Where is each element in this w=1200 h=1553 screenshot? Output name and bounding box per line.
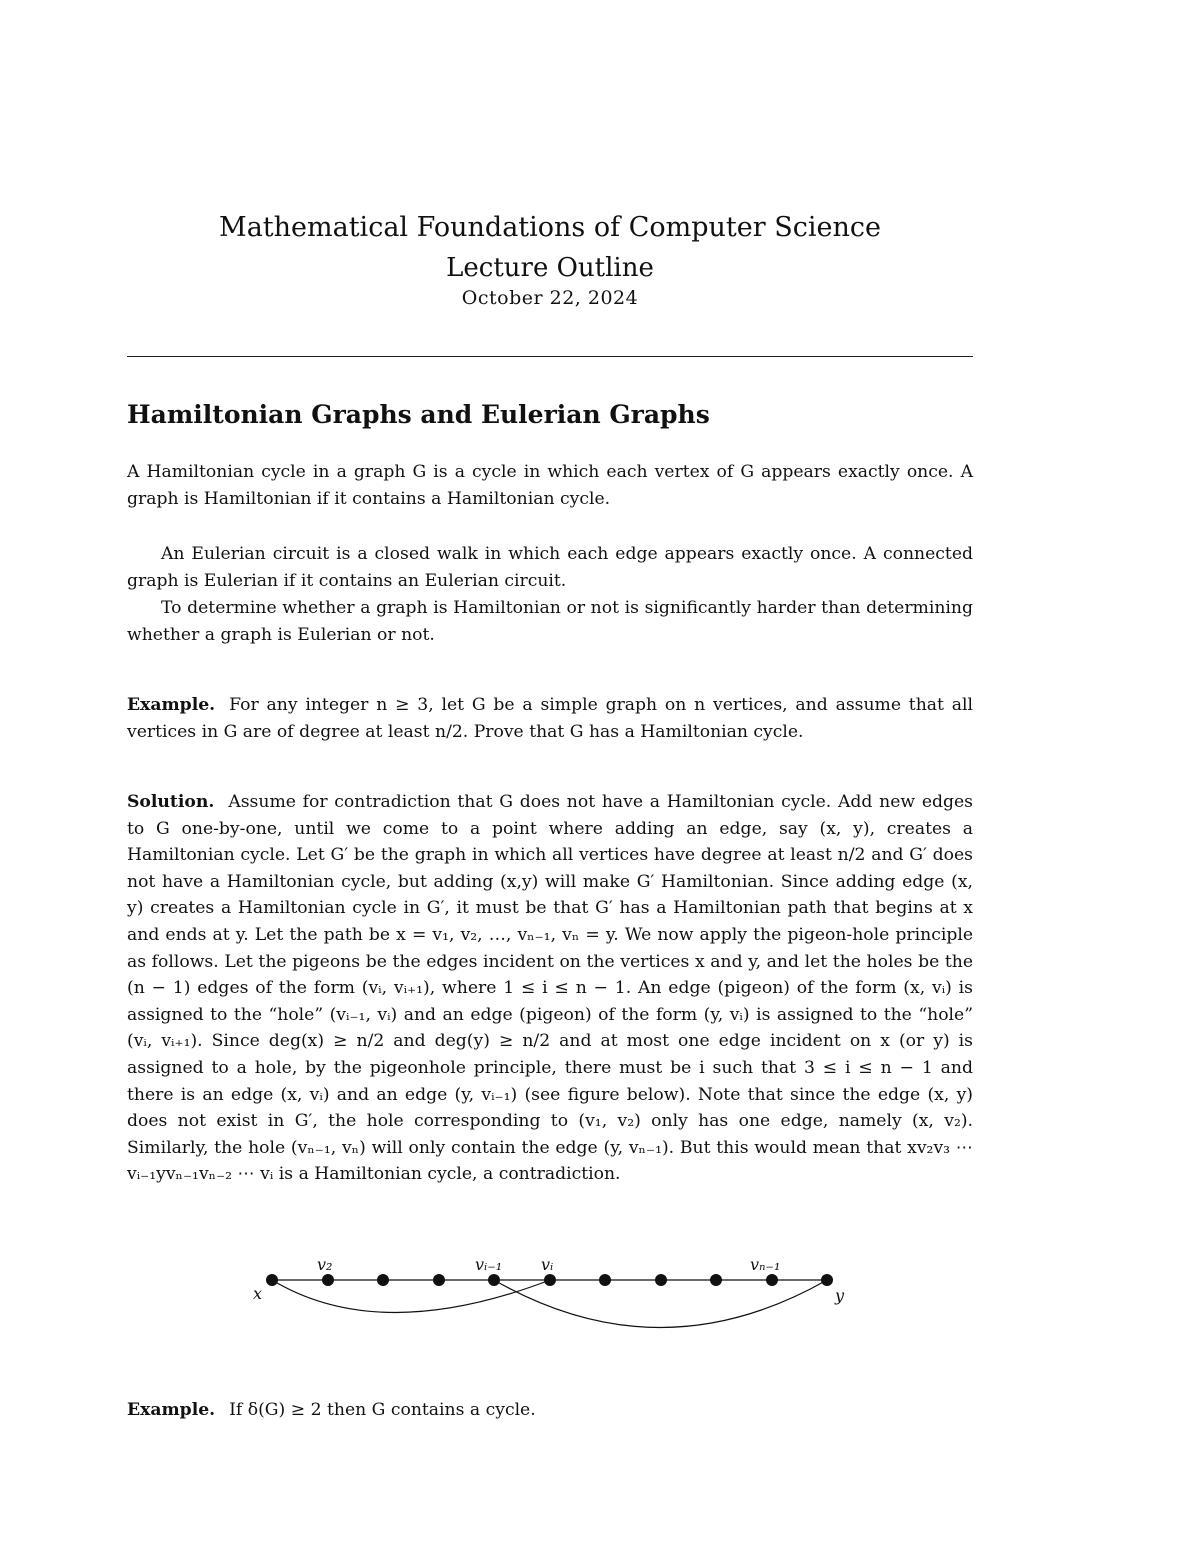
- vertex-v3: [377, 1274, 389, 1286]
- vertex-vn-minus-1: [766, 1274, 778, 1286]
- example-2: [127, 1397, 973, 1424]
- example-1: [127, 692, 973, 745]
- vertex-v4: [433, 1274, 445, 1286]
- edge-x-vi: [272, 1280, 550, 1313]
- hamiltonian-path-figure: [250, 1250, 870, 1350]
- example-1-text: For any integer n ≥ 3, let G be a simple graph on n vertices, and assume that all vertices in G are of degree at least n/2. Prove that G has a Hamiltonian cycle.: [127, 695, 973, 742]
- document-type: Lecture Outline: [446, 253, 654, 283]
- vertex-vi: [544, 1274, 556, 1286]
- label-x: x: [253, 1284, 263, 1303]
- solution: [127, 789, 973, 1188]
- vertex-x: [266, 1274, 278, 1286]
- edge-y-vi-minus-1: [494, 1280, 827, 1328]
- solution-label: Solution.: [127, 792, 215, 812]
- section-title: Hamiltonian Graphs and Eulerian Graphs: [127, 400, 710, 429]
- vertex-vi-plus-2: [655, 1274, 667, 1286]
- example-1-label: Example.: [127, 695, 216, 715]
- vertex-vn-minus-2: [710, 1274, 722, 1286]
- vertex-vi-minus-1: [488, 1274, 500, 1286]
- label-vi-minus-1: vᵢ₋₁: [475, 1255, 503, 1274]
- label-vi: vᵢ: [541, 1255, 554, 1274]
- label-y: y: [835, 1286, 845, 1305]
- hardness-remark: To determine whether a graph is Hamiltonian or not is significantly harder than determining whether a graph is Eulerian or not.: [127, 598, 973, 645]
- vertex-y: [821, 1274, 833, 1286]
- course-title: Mathematical Foundations of Computer Science: [219, 212, 881, 243]
- label-vn-minus-1: vₙ₋₁: [750, 1255, 781, 1274]
- example-2-text: If δ(G) ≥ 2 then G contains a cycle.: [229, 1400, 536, 1420]
- solution-text: Assume for contradiction that G does not have a Hamiltonian cycle. Add new edges to G one-by-one, until we come to a point where adding an edge, say (x, y), creates a Hamiltonian cycle. Let G′ be the graph in which all vertices have degree at least n/2 and G′ does not have a Hamiltonian cycle, but adding (x,y) will make G′ Hamiltonian. Since adding edge (x, y) creates a Hamiltonian cycle in G′, it must be that G′ has a Hamiltonian path that begins at x and ends at y. Let the path be x = v₁, v₂, …, vₙ₋₁, vₙ = y. We now apply the pigeon-hole principle as follows. Let the pigeons be the edges incident on the vertices x and y, and let the holes be the (n − 1) edges of the form (vᵢ, vᵢ₊₁), where 1 ≤ i ≤ n − 1. An edge (pigeon) of the form (x, vᵢ) is assigned to the “hole” (vᵢ₋₁, vᵢ) and an edge (pigeon) of the form (y, vᵢ) is assigned to the “hole” (vᵢ, vᵢ₊₁). Since deg(x) ≥ n/2 and deg(y) ≥ n/2 and at most one edge incident on x (or y) is assigned to a hole, by the pigeonhole principle, there must be i such that 3 ≤ i ≤ n − 1 and there is an edge (x, vᵢ) and an edge (y, vᵢ₋₁) (see figure below). Note that since the edge (x, y) does not exist in G′, the hole corresponding to (v₁, v₂) only has one edge, namely (x, v₂). Similarly, the hole (vₙ₋₁, vₙ) will only contain the edge (y, vₙ₋₁). But this would mean that xv₂v₃ ⋯ vᵢ₋₁yvₙ₋₁vₙ₋₂ ⋯ vᵢ is a Hamiltonian cycle, a contradiction.: [127, 792, 973, 1185]
- vertex-vi-plus-1: [599, 1274, 611, 1286]
- example-2-label: Example.: [127, 1400, 216, 1420]
- label-v2: v₂: [317, 1255, 333, 1274]
- header-divider: [127, 356, 973, 357]
- hamiltonian-definition: A Hamiltonian cycle in a graph G is a cycle in which each vertex of G appears exactly once. A graph is Hamiltonian if it contains a Hamiltonian cycle.: [127, 462, 973, 509]
- lecture-date: October 22, 2024: [461, 287, 639, 309]
- vertex-v2: [322, 1274, 334, 1286]
- eulerian-definition: An Eulerian circuit is a closed walk in which each edge appears exactly once. A connected graph is Eulerian if it contains an Eulerian circuit.: [127, 544, 973, 591]
